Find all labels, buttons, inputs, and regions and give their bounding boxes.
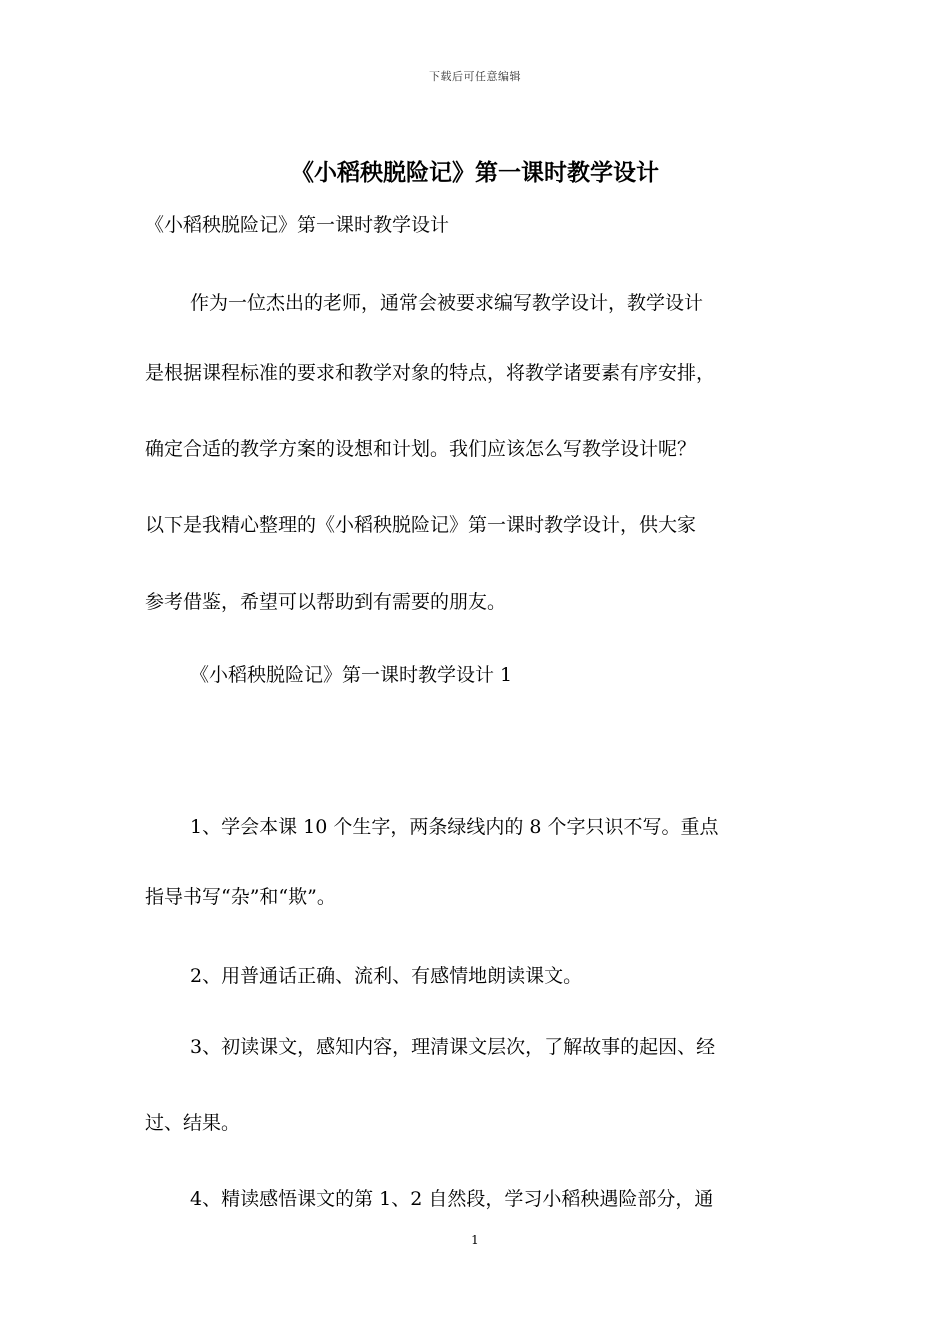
document-title: 《小稻秧脱险记》第一课时教学设计 (291, 159, 659, 186)
list-item-4-line-1: 4、精读感悟课文的第 1、2 自然段，学习小稻秧遇险部分，通 (190, 1188, 714, 1210)
document-subtitle: 《小稻秧脱险记》第一课时教学设计 (145, 214, 450, 236)
page-number: 1 (471, 1233, 479, 1247)
list-item-3-line-1: 3、初读课文，感知内容，理清课文层次，了解故事的起因、经 (190, 1036, 716, 1058)
intro-line-2: 是根据课程标准的要求和教学对象的特点，将教学诸要素有序安排， (145, 362, 716, 384)
intro-line-1: 作为一位杰出的老师，通常会被要求编写教学设计，教学设计 (190, 292, 704, 314)
intro-line-3: 确定合适的教学方案的设想和计划。我们应该怎么写教学设计呢？ (145, 438, 697, 460)
header-note: 下载后可任意编辑 (429, 70, 521, 83)
list-item-1-line-1: 1、学会本课 10 个生字，两条绿线内的 8 个字只识不写。重点 (190, 816, 719, 838)
section-heading: 《小稻秧脱险记》第一课时教学设计 1 (190, 664, 513, 686)
list-item-2: 2、用普通话正确、流利、有感情地朗读课文。 (190, 965, 583, 987)
list-item-1-line-2: 指导书写“杂”和“欺”。 (145, 886, 336, 908)
intro-line-5: 参考借鉴，希望可以帮助到有需要的朋友。 (145, 591, 507, 613)
intro-line-4: 以下是我精心整理的《小稻秧脱险记》第一课时教学设计，供大家 (145, 514, 697, 536)
list-item-3-line-2: 过、结果。 (145, 1112, 241, 1134)
